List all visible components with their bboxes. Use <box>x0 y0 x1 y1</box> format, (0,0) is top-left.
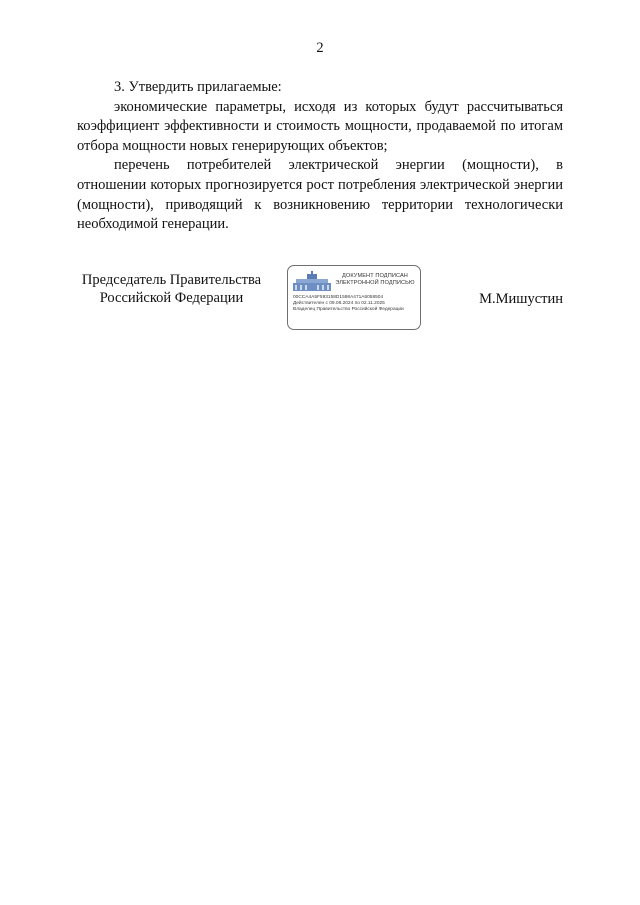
stamp-heading-line1: ДОКУМЕНТ ПОДПИСАН <box>342 273 408 279</box>
paragraph-economic-parameters: экономические параметры, исходя из которых будут рассчитываться коэффициент эффективности и стоимость мощности, продаваемой по итогам отбора мощности новых генерирующих объектов; <box>77 98 563 154</box>
stamp-heading <box>334 273 416 287</box>
paragraph-approve: 3. Утвердить прилагаемые: <box>114 79 282 95</box>
stamp-certificate: 00CCA4A5F593158D1598A471A6058504 <box>293 295 384 300</box>
electronic-signature-stamp <box>287 265 421 330</box>
signer-name: М.Мишустин <box>479 291 563 307</box>
page-number: 2 <box>316 40 324 56</box>
signer-title-line1: Председатель Правительства <box>81 272 262 288</box>
paragraph-consumers-list: перечень потребителей электрической энергии (мощности), в отношении которых прогнозируется рост потребления электрической энергии (мощности), приводящий к возникновению территории технологически необходимой генерации. <box>77 157 563 233</box>
government-building-icon <box>292 271 332 293</box>
stamp-owner: Владелец Правительство Российской Федерации <box>293 307 404 312</box>
signer-title-line2: Российской Федерации <box>99 290 244 306</box>
stamp-validity: Действителен с 09.08.2024 по 02.11.2025 <box>293 301 385 306</box>
stamp-details <box>293 295 419 313</box>
signer-title <box>74 271 269 307</box>
document-body <box>77 78 563 235</box>
stamp-heading-line2: ЭЛЕКТРОННОЙ ПОДПИСЬЮ <box>335 280 415 286</box>
